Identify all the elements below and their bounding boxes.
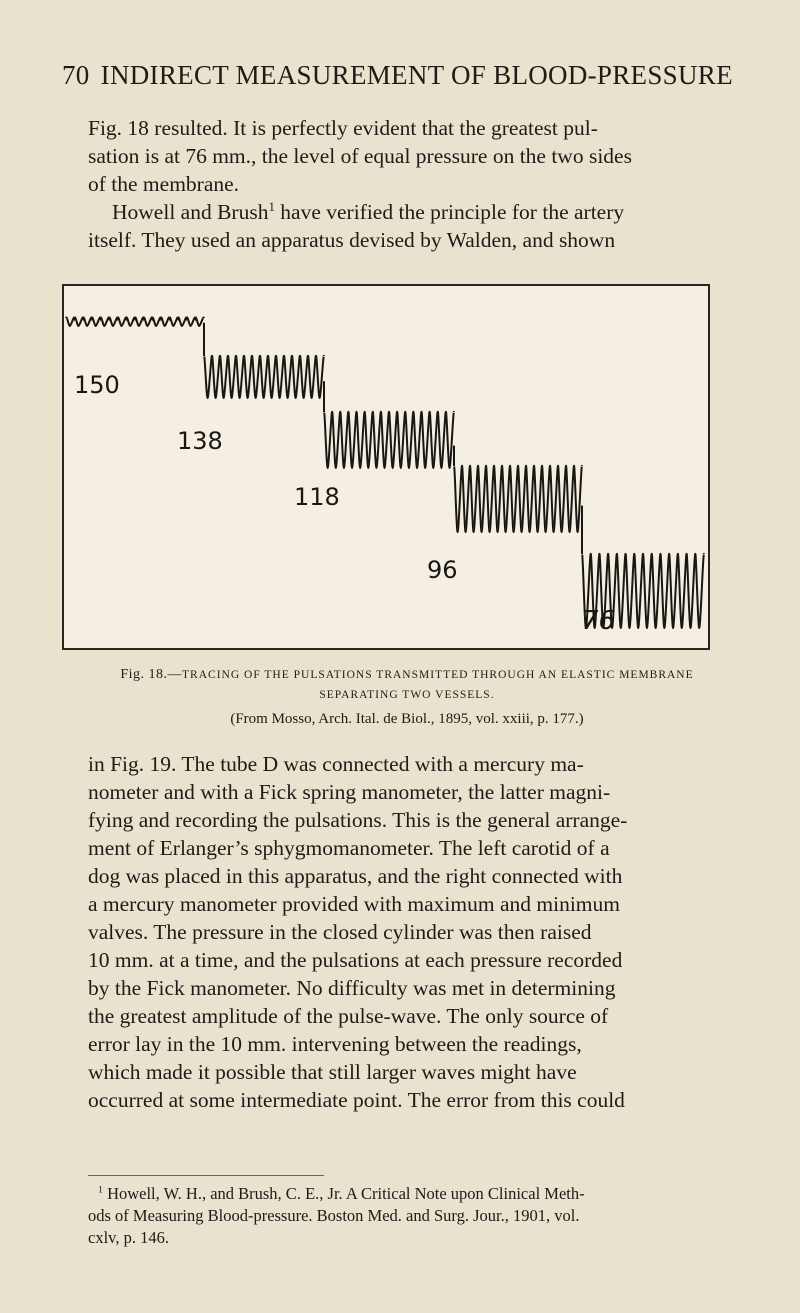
- footnote-line: [88, 1183, 752, 1205]
- text-line: dog was placed in this apparatus, and the right connected with: [88, 864, 623, 888]
- text-line: fying and recording the pulsations. This is the general arrange-: [88, 808, 628, 832]
- text-span: Howell and Brush: [112, 200, 269, 224]
- caption-title: [62, 665, 752, 685]
- text-line: itself. They used an apparatus devised by Walden, and shown: [88, 228, 616, 252]
- page-number: 70: [62, 60, 90, 90]
- text-line: error lay in the 10 mm. intervening between the readings,: [88, 1032, 582, 1056]
- text-line: the greatest amplitude of the pulse-wave. The only source of: [88, 1004, 609, 1028]
- footnote-ref: 1: [268, 199, 275, 214]
- pressure-label-96: 96: [427, 556, 458, 584]
- footnote-line: ods of Measuring Blood-pressure. Boston Med. and Surg. Jour., 1901, vol.: [88, 1206, 580, 1225]
- caption-fig-label: Fig. 18.—: [120, 667, 183, 682]
- text-line: valves. The pressure in the closed cylinder was then raised: [88, 920, 592, 944]
- pressure-label-76: 76: [582, 606, 616, 636]
- figure-caption: [62, 665, 752, 729]
- text-line: 10 mm. at a time, and the pulsations at each pressure recorded: [88, 948, 623, 972]
- paragraph-1: [88, 114, 752, 254]
- text-span: have verified the principle for the artery: [274, 200, 625, 224]
- text-line: occurred at some intermediate point. The error from this could: [88, 1088, 625, 1112]
- figure-18: [62, 284, 710, 650]
- pressure-label-138: 138: [177, 427, 223, 455]
- caption-title-line1: TRACING OF THE PULSATIONS TRANSMITTED THROUGH AN ELASTIC MEMBRANE: [182, 669, 694, 681]
- footnote-rule: [88, 1175, 324, 1176]
- pulsation-tracing: [62, 284, 710, 650]
- text-line: Fig. 18 resulted. It is perfectly evident that the greatest pul-: [88, 116, 598, 140]
- text-line: nometer and with a Fick spring manometer, the latter magni-: [88, 780, 611, 804]
- footnote-line: cxlv, p. 146.: [88, 1228, 169, 1247]
- paragraph-2: [88, 750, 752, 1114]
- footnote: [88, 1183, 752, 1249]
- footnote-marker: 1: [98, 1184, 103, 1196]
- text-line: ment of Erlanger’s sphygmomanometer. The left carotid of a: [88, 836, 610, 860]
- text-line: which made it possible that still larger waves might have: [88, 1060, 577, 1084]
- caption-source: (From Mosso, Arch. Ital. de Biol., 1895, vol. xxiii, p. 177.): [230, 711, 584, 727]
- text-line: of the membrane.: [88, 172, 240, 196]
- caption-title-line2: SEPARATING TWO VESSELS.: [319, 689, 495, 701]
- running-title: INDIRECT MEASUREMENT OF BLOOD-PRESSURE: [100, 60, 733, 90]
- text-line: [88, 198, 752, 226]
- pressure-label-150: 150: [74, 371, 120, 399]
- text-line: a mercury manometer provided with maximum and minimum: [88, 892, 620, 916]
- caption-title-line2-wrap: [62, 685, 752, 705]
- running-header: [62, 60, 752, 91]
- text-line: in Fig. 19. The tube D was connected with a mercury ma-: [88, 752, 584, 776]
- figure-frame: [63, 285, 709, 649]
- pressure-label-118: 118: [294, 483, 340, 511]
- footnote-text: Howell, W. H., and Brush, C. E., Jr. A Critical Note upon Clinical Meth-: [102, 1184, 585, 1203]
- text-line: by the Fick manometer. No difficulty was met in determining: [88, 976, 616, 1000]
- text-line: sation is at 76 mm., the level of equal pressure on the two sides: [88, 144, 632, 168]
